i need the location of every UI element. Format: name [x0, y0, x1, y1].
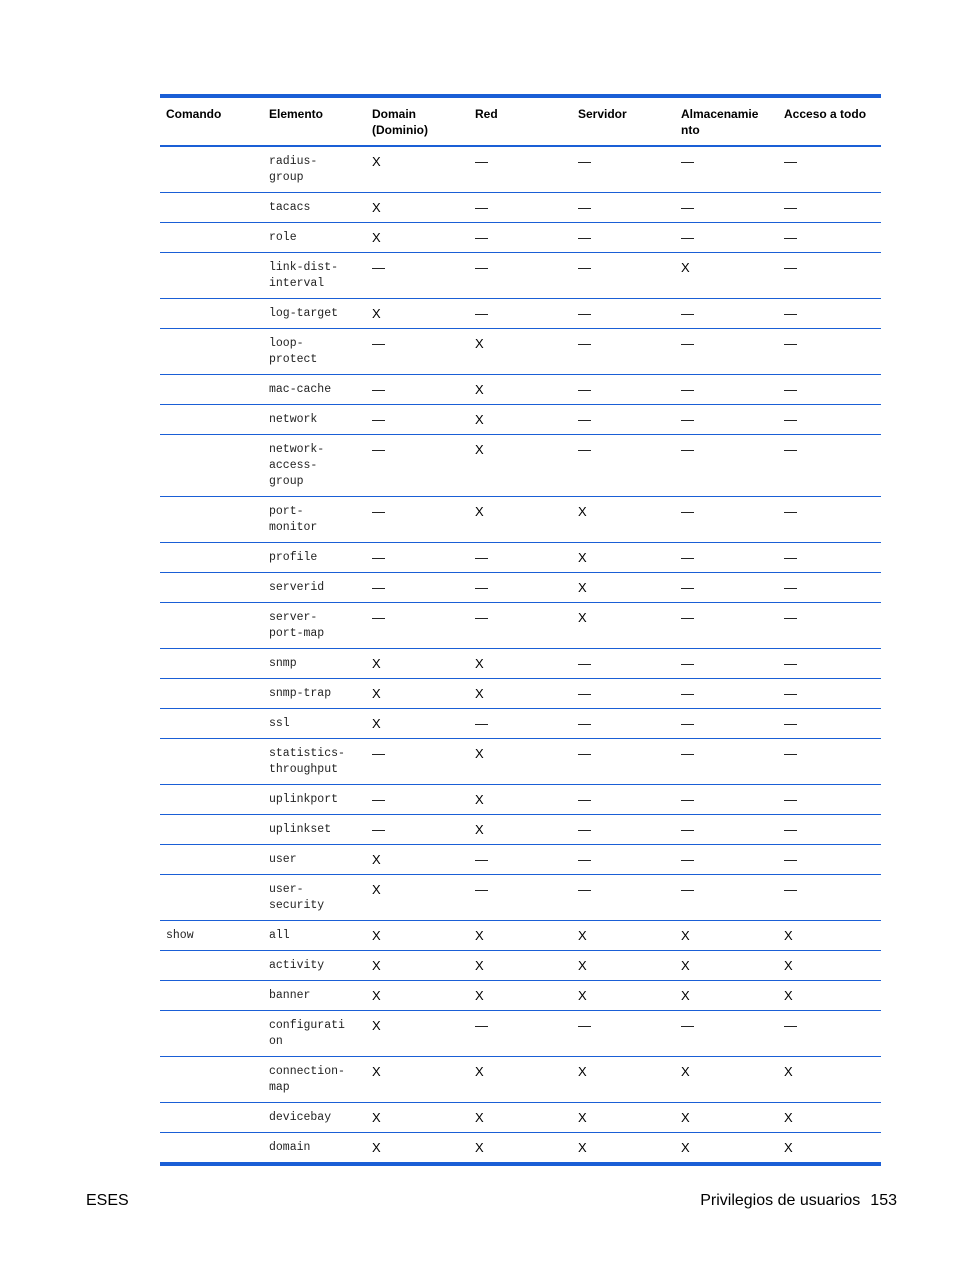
- permission-cell: X: [572, 951, 675, 981]
- table-row: [160, 193, 881, 223]
- command-cell: [160, 329, 263, 375]
- column-header: Elemento: [269, 107, 324, 121]
- permission-cell: —: [778, 193, 881, 223]
- command-cell: [160, 299, 263, 329]
- permission-cell: X: [572, 981, 675, 1011]
- permission-cell: —: [469, 146, 572, 193]
- permission-cell: —: [572, 1011, 675, 1057]
- permission-cell: X: [469, 1057, 572, 1103]
- permission-cell: —: [366, 375, 469, 405]
- permission-cell: —: [778, 739, 881, 785]
- table-row: [160, 497, 881, 543]
- permission-cell: —: [366, 253, 469, 299]
- permission-cell: —: [572, 875, 675, 921]
- permission-cell: —: [675, 435, 778, 497]
- permission-cell: —: [572, 253, 675, 299]
- permission-cell: —: [778, 815, 881, 845]
- table-row: [160, 709, 881, 739]
- table-row: [160, 679, 881, 709]
- table-row: [160, 146, 881, 193]
- permission-cell: —: [675, 815, 778, 845]
- column-header: Acceso a todo: [784, 107, 867, 121]
- permission-cell: X: [366, 951, 469, 981]
- footer-page-number: 153: [870, 1192, 897, 1209]
- command-cell: [160, 1103, 263, 1133]
- permission-cell: X: [366, 679, 469, 709]
- column-header: Almacenamie nto: [681, 107, 759, 137]
- permission-cell: —: [675, 845, 778, 875]
- column-header: Red: [475, 107, 498, 121]
- permission-cell: X: [366, 921, 469, 951]
- permission-cell: X: [778, 1057, 881, 1103]
- permission-cell: —: [675, 329, 778, 375]
- permission-cell: —: [675, 649, 778, 679]
- permission-cell: —: [675, 739, 778, 785]
- permission-cell: X: [469, 497, 572, 543]
- permission-cell: —: [778, 875, 881, 921]
- element-cell: ssl: [263, 709, 366, 739]
- permission-cell: X: [366, 146, 469, 193]
- command-cell: [160, 146, 263, 193]
- command-cell: [160, 875, 263, 921]
- element-cell: snmp-trap: [263, 679, 366, 709]
- permission-cell: X: [366, 981, 469, 1011]
- permission-cell: —: [572, 649, 675, 679]
- permission-cell: X: [366, 709, 469, 739]
- element-cell: loop- protect: [263, 329, 366, 375]
- element-cell: banner: [263, 981, 366, 1011]
- permission-cell: —: [778, 603, 881, 649]
- permission-cell: —: [778, 543, 881, 573]
- table-row: [160, 1011, 881, 1057]
- permission-cell: —: [675, 223, 778, 253]
- permission-cell: —: [675, 405, 778, 435]
- table-row: [160, 253, 881, 299]
- table-row: [160, 845, 881, 875]
- permission-cell: X: [475, 1140, 484, 1155]
- command-cell: show: [160, 921, 263, 951]
- element-cell: log-target: [263, 299, 366, 329]
- table-row: [160, 299, 881, 329]
- permission-cell: —: [366, 815, 469, 845]
- command-cell: [160, 951, 263, 981]
- table-row: [160, 543, 881, 573]
- table-row: [160, 739, 881, 785]
- permission-cell: —: [572, 815, 675, 845]
- element-cell: link-dist- interval: [263, 253, 366, 299]
- permission-cell: X: [675, 253, 778, 299]
- command-cell: [160, 709, 263, 739]
- table-row: [160, 405, 881, 435]
- permission-cell: X: [572, 573, 675, 603]
- permission-cell: X: [469, 951, 572, 981]
- permission-cell: —: [675, 603, 778, 649]
- permission-cell: —: [572, 739, 675, 785]
- table-row: [160, 375, 881, 405]
- permission-cell: —: [366, 405, 469, 435]
- permission-cell: —: [778, 329, 881, 375]
- permission-cell: —: [572, 845, 675, 875]
- permission-cell: —: [675, 679, 778, 709]
- permission-cell: —: [778, 709, 881, 739]
- table-bottom-rule: [160, 1162, 881, 1166]
- permission-cell: —: [572, 193, 675, 223]
- permission-cell: —: [469, 223, 572, 253]
- permission-cell: —: [469, 253, 572, 299]
- permission-cell: —: [469, 603, 572, 649]
- table-row: [160, 649, 881, 679]
- permission-cell: —: [778, 435, 881, 497]
- element-cell: port- monitor: [263, 497, 366, 543]
- permission-cell: X: [366, 1057, 469, 1103]
- element-cell: user: [263, 845, 366, 875]
- element-cell: configurati on: [263, 1011, 366, 1057]
- permission-cell: —: [469, 193, 572, 223]
- permission-cell: X: [366, 875, 469, 921]
- permission-cell: —: [778, 679, 881, 709]
- permission-cell: —: [572, 785, 675, 815]
- permission-cell: —: [366, 785, 469, 815]
- footer-section-title: Privilegios de usuarios: [700, 1192, 861, 1209]
- permission-cell: X: [578, 1140, 587, 1155]
- permission-cell: X: [366, 299, 469, 329]
- permission-cell: X: [469, 739, 572, 785]
- permission-cell: —: [469, 299, 572, 329]
- table-row: [160, 981, 881, 1011]
- permission-cell: —: [572, 709, 675, 739]
- permission-cell: X: [778, 1103, 881, 1133]
- command-cell: [160, 603, 263, 649]
- table-row: [160, 951, 881, 981]
- footer-locale: ESES: [86, 1192, 129, 1209]
- permission-cell: X: [469, 981, 572, 1011]
- permission-cell: X: [469, 1103, 572, 1133]
- element-cell: role: [263, 223, 366, 253]
- permission-cell: —: [675, 497, 778, 543]
- permission-cell: —: [778, 253, 881, 299]
- permission-cell: —: [778, 375, 881, 405]
- permission-cell: X: [366, 223, 469, 253]
- permission-cell: X: [469, 921, 572, 951]
- table-row: [160, 1057, 881, 1103]
- element-cell: serverid: [263, 573, 366, 603]
- permission-cell: —: [675, 375, 778, 405]
- permission-cell: —: [778, 223, 881, 253]
- permission-cell: X: [675, 1103, 778, 1133]
- command-cell: [160, 253, 263, 299]
- element-cell: network- access- group: [263, 435, 366, 497]
- permission-cell: —: [469, 709, 572, 739]
- permission-cell: —: [572, 223, 675, 253]
- column-header: Domain (Dominio): [372, 107, 428, 137]
- column-header: Comando: [166, 107, 222, 121]
- table-row: [160, 1103, 881, 1133]
- permission-cell: X: [675, 981, 778, 1011]
- element-cell: domain: [269, 1141, 311, 1154]
- command-cell: [160, 845, 263, 875]
- permission-cell: X: [572, 603, 675, 649]
- command-cell: [160, 815, 263, 845]
- element-cell: all: [263, 921, 366, 951]
- permission-cell: —: [675, 875, 778, 921]
- command-cell: [160, 1057, 263, 1103]
- permission-cell: —: [778, 497, 881, 543]
- permission-cell: —: [572, 405, 675, 435]
- permission-cell: X: [572, 1103, 675, 1133]
- element-cell: mac-cache: [263, 375, 366, 405]
- permission-cell: X: [675, 921, 778, 951]
- permission-cell: —: [675, 709, 778, 739]
- permission-cell: —: [366, 329, 469, 375]
- element-cell: devicebay: [263, 1103, 366, 1133]
- table-row: [160, 329, 881, 375]
- command-cell: [160, 193, 263, 223]
- column-header: Servidor: [578, 107, 627, 121]
- permission-cell: —: [778, 785, 881, 815]
- permission-cell: —: [469, 573, 572, 603]
- table-row: [160, 1133, 881, 1163]
- permission-cell: X: [784, 1140, 793, 1155]
- command-cell: [160, 405, 263, 435]
- command-cell: [160, 679, 263, 709]
- element-cell: server- port-map: [263, 603, 366, 649]
- command-cell: [160, 223, 263, 253]
- element-cell: uplinkport: [263, 785, 366, 815]
- permission-cell: —: [778, 146, 881, 193]
- permission-cell: —: [366, 603, 469, 649]
- permission-cell: X: [778, 951, 881, 981]
- table-body: [160, 146, 881, 1162]
- command-cell: [160, 435, 263, 497]
- permission-cell: —: [572, 329, 675, 375]
- element-cell: profile: [263, 543, 366, 573]
- permission-cell: —: [572, 146, 675, 193]
- permission-cell: X: [572, 1057, 675, 1103]
- permission-cell: X: [469, 405, 572, 435]
- permission-cell: —: [572, 435, 675, 497]
- permission-cell: —: [778, 649, 881, 679]
- command-cell: [160, 375, 263, 405]
- permission-cell: X: [366, 193, 469, 223]
- permission-cell: X: [778, 981, 881, 1011]
- permission-cell: X: [469, 815, 572, 845]
- command-cell: [160, 573, 263, 603]
- permission-cell: X: [372, 1140, 381, 1155]
- command-cell: [160, 1011, 263, 1057]
- permission-cell: —: [469, 1011, 572, 1057]
- element-cell: connection- map: [263, 1057, 366, 1103]
- element-cell: uplinkset: [263, 815, 366, 845]
- permission-cell: —: [469, 875, 572, 921]
- permission-cell: X: [469, 679, 572, 709]
- permission-cell: X: [366, 649, 469, 679]
- table-row: [160, 603, 881, 649]
- command-cell: [160, 981, 263, 1011]
- permission-cell: —: [778, 299, 881, 329]
- permission-cell: X: [572, 921, 675, 951]
- element-cell: tacacs: [263, 193, 366, 223]
- permission-cell: —: [778, 405, 881, 435]
- permission-cell: —: [366, 543, 469, 573]
- table-row: [160, 921, 881, 951]
- permission-cell: —: [675, 573, 778, 603]
- table-row: [160, 573, 881, 603]
- permission-cell: X: [469, 649, 572, 679]
- command-cell: [160, 497, 263, 543]
- element-cell: statistics- throughput: [263, 739, 366, 785]
- permission-cell: X: [469, 375, 572, 405]
- command-cell: [160, 785, 263, 815]
- permission-cell: —: [675, 785, 778, 815]
- permission-cell: —: [366, 739, 469, 785]
- permission-cell: —: [675, 193, 778, 223]
- table-row: [160, 815, 881, 845]
- element-cell: user- security: [263, 875, 366, 921]
- permission-cell: X: [366, 1011, 469, 1057]
- permission-cell: —: [469, 543, 572, 573]
- footer-page-info: [700, 1192, 897, 1210]
- permission-cell: X: [675, 1057, 778, 1103]
- permission-cell: —: [366, 497, 469, 543]
- permission-cell: —: [778, 1011, 881, 1057]
- permission-cell: X: [572, 543, 675, 573]
- permission-cell: —: [675, 543, 778, 573]
- permission-cell: —: [366, 435, 469, 497]
- table-row: [160, 435, 881, 497]
- element-cell: radius- group: [263, 146, 366, 193]
- permission-cell: X: [366, 1103, 469, 1133]
- element-cell: network: [263, 405, 366, 435]
- permission-cell: X: [778, 921, 881, 951]
- privileges-table-container: [160, 94, 881, 1166]
- element-cell: activity: [263, 951, 366, 981]
- permission-cell: X: [675, 951, 778, 981]
- command-cell: [160, 739, 263, 785]
- permission-cell: X: [681, 1140, 690, 1155]
- table-row: [160, 875, 881, 921]
- permission-cell: —: [778, 573, 881, 603]
- command-cell: [160, 543, 263, 573]
- permission-cell: X: [572, 497, 675, 543]
- table-row: [160, 223, 881, 253]
- permission-cell: —: [469, 845, 572, 875]
- permission-cell: X: [469, 785, 572, 815]
- element-cell: snmp: [263, 649, 366, 679]
- permission-cell: X: [366, 845, 469, 875]
- permission-cell: —: [366, 573, 469, 603]
- permission-cell: X: [469, 435, 572, 497]
- table-row: [160, 785, 881, 815]
- permission-cell: X: [469, 329, 572, 375]
- table-header-row: [160, 98, 881, 146]
- command-cell: [160, 1133, 263, 1163]
- permission-cell: —: [572, 679, 675, 709]
- permission-cell: —: [675, 299, 778, 329]
- permission-cell: —: [778, 845, 881, 875]
- permission-cell: —: [572, 375, 675, 405]
- command-cell: [160, 649, 263, 679]
- permission-cell: —: [572, 299, 675, 329]
- privileges-table: [160, 98, 881, 1162]
- permission-cell: —: [675, 146, 778, 193]
- permission-cell: —: [675, 1011, 778, 1057]
